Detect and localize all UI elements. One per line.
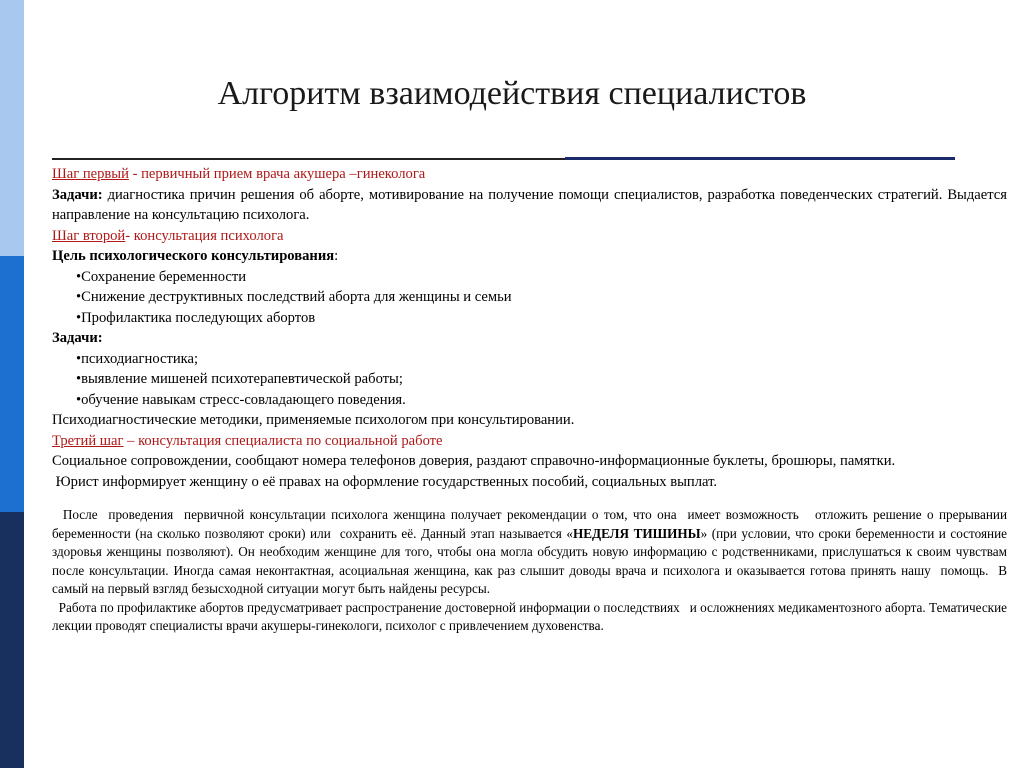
step1-link[interactable]: Шаг первый bbox=[52, 166, 129, 182]
side-bar-bottom bbox=[0, 512, 24, 768]
slide-body bbox=[52, 164, 1011, 636]
step2-title: - консультация психолога bbox=[125, 227, 284, 244]
step1-title: - первичный прием врача акушера –гинеколога bbox=[128, 166, 426, 182]
slide-title: Алгоритм взаимодействия специалистов bbox=[217, 75, 807, 112]
goal-item: •Снижение деструктивных последствий аборта для женщины и семьи bbox=[76, 289, 512, 305]
para1-text-after: » (при условии, что сроки беременности и состояние здоровья женщины позволяют). Он необходим женщине для того, чтобы она могла обсудить новую информацию с родственниками, прислушаться к своим чувствам после консультации. Иногда самая неконтактная, асоциальная женщина, как раз слышит доводы врача и психолога и оказывается готова принять нашу помощь. В самый на первый взгляд безысходной ситуации могут быть найдены ресурсы. bbox=[52, 525, 1011, 596]
prevention-paragraph: Работа по профилактике абортов предусматривает распространение достоверной информации о последствиях и осложнениях медикаментозного аборта. Тематические лекции проводят специалисты врачи акушеры-гинекологи, психолог с привлечением духовенства. bbox=[52, 599, 1011, 633]
step3-social: Социальное сопровождении, сообщают номера телефонов доверия, раздают справочно-информационные буклеты, брошюры, памятки. bbox=[52, 453, 896, 469]
task-item: •выявление мишеней психотерапевтической работы; bbox=[76, 371, 403, 387]
goal-item: •Сохранение беременности bbox=[76, 268, 247, 285]
step2-methods: Психодиагностические методики, применяемые психологом при консультировании. bbox=[52, 412, 575, 428]
step2-heading bbox=[52, 226, 1007, 247]
step2-goal-colon: : bbox=[334, 248, 339, 264]
step1-tasks bbox=[52, 185, 1007, 226]
step3-lawyer: Юрист информирует женщину о её правах на оформление государственных пособий, социальных выплат. bbox=[52, 473, 718, 490]
para1-text-before: После проведения первичной консультации психолога женщина получает рекомендации о том, что она имеет возможность отложить решение о прерывании беременности (на сколько позволяют сроки) или сохранить её. Данный этап называется « bbox=[52, 507, 1011, 541]
step3-title: – консультация специалиста по социальной работе bbox=[123, 432, 443, 449]
step3-link[interactable]: Третий шаг bbox=[52, 432, 124, 449]
step2-tasks-heading bbox=[52, 328, 1007, 349]
step2-goal-heading bbox=[52, 246, 1007, 267]
step2-link[interactable]: Шаг второй bbox=[52, 227, 126, 244]
step1-tasks-label: Задачи: bbox=[52, 186, 103, 203]
step3-heading bbox=[52, 431, 1007, 452]
title-divider bbox=[52, 158, 955, 160]
week-of-silence-paragraph bbox=[52, 506, 1011, 599]
week-of-silence-term: НЕДЕЛЯ ТИШИНЫ bbox=[572, 525, 701, 541]
side-bar-top bbox=[0, 0, 24, 256]
goal-item: •Профилактика последующих абортов bbox=[76, 309, 316, 326]
step2-tasks-label: Задачи: bbox=[52, 330, 103, 346]
side-bar-middle bbox=[0, 256, 24, 512]
step1-tasks-text: диагностика причин решения об аборте, мотивирование на получение помощи специалистов, разработка поведенческих стратегий. Выдается направление на консультацию психолога. bbox=[52, 186, 1007, 223]
step2-goal-label: Цель психологического консультирования bbox=[52, 248, 335, 264]
task-item: •обучение навыкам стресс-совладающего поведения. bbox=[76, 391, 406, 408]
task-item: •психодиагностика; bbox=[76, 350, 199, 367]
step1-heading bbox=[52, 164, 1007, 185]
